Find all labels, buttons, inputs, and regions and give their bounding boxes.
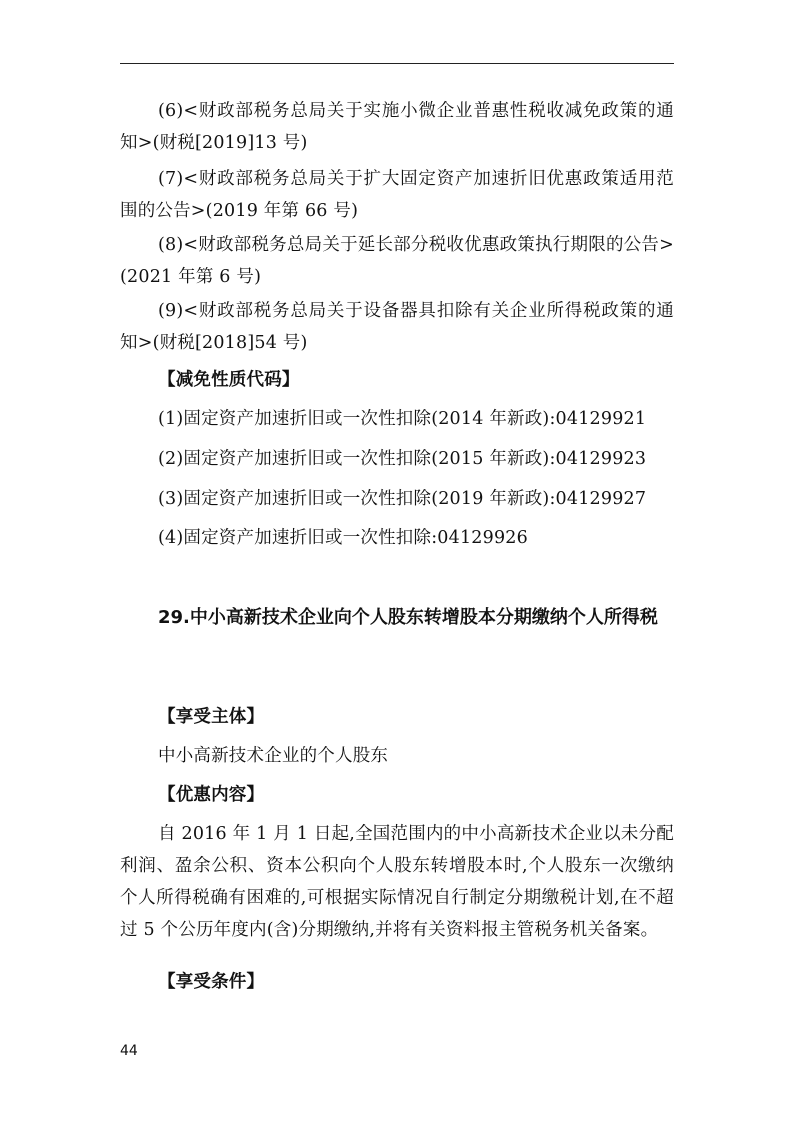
- code-item-1: (1)固定资产加速折旧或一次性扣除(2014 年新政):04129921: [158, 409, 647, 429]
- page-number: 44: [120, 1043, 138, 1059]
- code-item-3: (3)固定资产加速折旧或一次性扣除(2019 年新政):04129927: [158, 489, 647, 509]
- subject-text: 中小高新技术企业的个人股东: [158, 746, 389, 766]
- codes-heading: 【减免性质代码】: [158, 370, 300, 390]
- law-item-6: (6)<财政部税务总局关于实施小微企业普惠性税收减免政策的通知>(财税[2019]13 号): [120, 101, 674, 153]
- subject-heading: 【享受主体】: [158, 707, 265, 727]
- law-item-9: (9)<财政部税务总局关于设备器具扣除有关企业所得税政策的通知>(财税[2018]54 号): [120, 301, 674, 353]
- header-rule: [120, 63, 674, 64]
- conditions-heading: 【享受条件】: [158, 972, 265, 992]
- law-item-8: (8)<财政部税务总局关于延长部分税收优惠政策执行期限的公告>(2021 年第 6 号): [120, 235, 674, 287]
- benefit-text: 自 2016 年 1 月 1 日起,全国范围内的中小高新技术企业以未分配利润、盈余公积、资本公积向个人股东转增股本时,个人股东一次缴纳个人所得税确有困难的,可根据实际情况自行制定分期缴税计划,在不超过 5 个公历年度内(含)分期缴纳,并将有关资料报主管税务机关备案。: [120, 824, 674, 940]
- section-title: 29.中小高新技术企业向个人股东转增股本分期缴纳个人所得税: [158, 607, 658, 628]
- benefit-heading: 【优惠内容】: [158, 785, 265, 805]
- law-item-7: (7)<财政部税务总局关于扩大固定资产加速折旧优惠政策适用范围的公告>(2019 年第 66 号): [120, 169, 674, 221]
- code-item-2: (2)固定资产加速折旧或一次性扣除(2015 年新政):04129923: [158, 449, 647, 469]
- code-item-4: (4)固定资产加速折旧或一次性扣除:04129926: [158, 528, 528, 548]
